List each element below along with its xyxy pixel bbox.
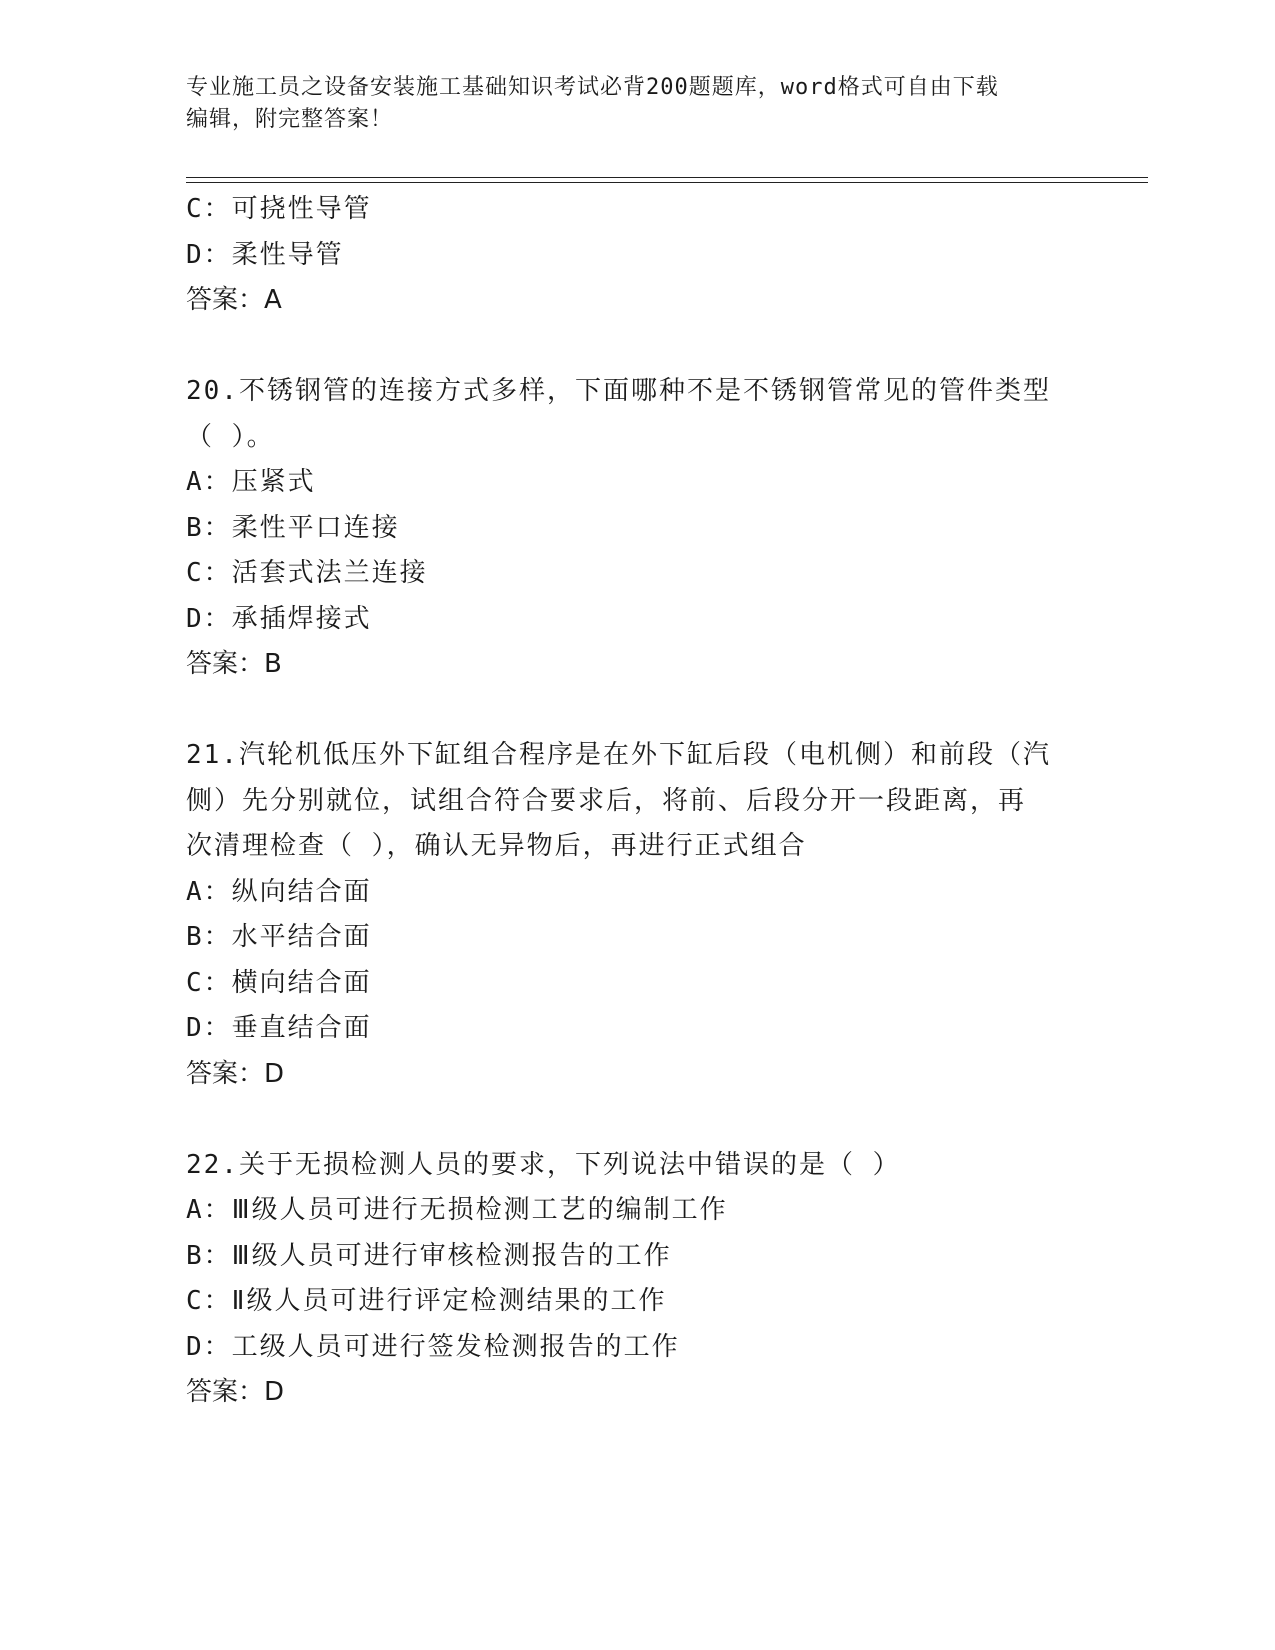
question-22 <box>186 1143 1086 1416</box>
option-b: B：水平结合面 <box>186 922 372 952</box>
option-d: D：柔性导管 <box>186 239 344 270</box>
header-line-1: 专业施工员之设备安装施工基础知识考试必背200题题库，word格式可自由下载 <box>186 75 999 100</box>
question-21 <box>186 733 1086 1097</box>
option-a: A：纵向结合面 <box>186 876 372 907</box>
header-divider-top <box>186 177 1148 178</box>
prev-question-block <box>186 187 1086 324</box>
option-d: D：承插焊接式 <box>186 603 372 634</box>
option-c: C：Ⅱ级人员可进行评定检测结果的工作 <box>186 1286 667 1316</box>
option-a: A：Ⅲ级人员可进行无损检测工艺的编制工作 <box>186 1195 728 1225</box>
option-b: B：柔性平口连接 <box>186 512 400 543</box>
question-text-line: 次清理检查（ ），确认无异物后，再进行正式组合 <box>186 831 807 861</box>
question-content <box>186 187 1086 1416</box>
answer: 答案：D <box>186 1058 285 1089</box>
option-c: C：横向结合面 <box>186 967 372 998</box>
document-header <box>186 72 1066 136</box>
option-a: A：压紧式 <box>186 467 316 497</box>
answer: 答案：B <box>186 649 282 679</box>
spacer <box>186 324 1086 370</box>
question-text-line: 侧）先分别就位，试组合符合要求后，将前、后段分开一段距离，再 <box>186 785 1027 816</box>
answer: 答案：D <box>186 1377 285 1407</box>
question-20 <box>186 369 1086 688</box>
option-d: D：垂直结合面 <box>186 1013 372 1043</box>
header-divider-bottom <box>186 182 1148 183</box>
option-c: C：活套式法兰连接 <box>186 558 428 588</box>
question-text-line: （ ）。 <box>186 421 275 452</box>
question-text-line: 21.汽轮机低压外下缸组合程序是在外下缸后段（电机侧）和前段（汽 <box>186 740 1051 770</box>
question-text-line: 20.不锈钢管的连接方式多样，下面哪种不是不锈钢管常见的管件类型 <box>186 376 1051 406</box>
question-text-line: 22.关于无损检测人员的要求，下列说法中错误的是（ ） <box>186 1149 901 1180</box>
answer: 答案：A <box>186 285 282 315</box>
spacer <box>186 1097 1086 1143</box>
header-line-2: 编辑，附完整答案！ <box>186 107 394 132</box>
option-d: D：工级人员可进行签发检测报告的工作 <box>186 1331 680 1362</box>
option-c: C：可挠性导管 <box>186 194 372 224</box>
spacer <box>186 688 1086 734</box>
option-b: B：Ⅲ级人员可进行审核检测报告的工作 <box>186 1240 672 1271</box>
